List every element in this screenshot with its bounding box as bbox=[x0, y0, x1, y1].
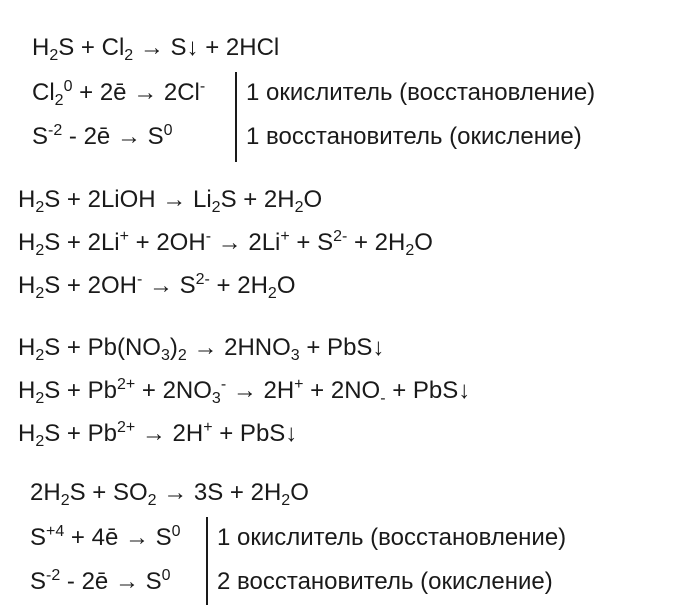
eq4-note-oxidizer: 1 окислитель (восстановление) bbox=[217, 524, 567, 551]
eq1-half-reaction-s: $S^{-2}$ - 2ē → $S^0$ bbox=[32, 122, 173, 150]
eq4-divider bbox=[206, 517, 208, 605]
eq1-note-oxidizer: 1 окислитель (восстановление) bbox=[246, 79, 596, 106]
eq3-molecular: $H_2S + Pb(NO_3)_2 \to 2HNO_3$ + PbS↓ bbox=[18, 334, 385, 364]
eq2-full-ionic: $H_2S + 2Li^+ + 2OH^- \to 2Li^+ + S^{2-} + 2H_2O$ bbox=[18, 228, 433, 259]
eq1-divider bbox=[235, 72, 237, 162]
eq2-short-ionic: $H_2S + 2OH^- \to S^{2-} + 2H_2O$ bbox=[18, 271, 296, 302]
eq3-full-ionic: $H_2S + Pb^{2+} + 2NO_3^- \to 2H^+ + 2NO_-$ + PbS↓ bbox=[18, 376, 471, 407]
eq4-main: $2H_2S + SO_2 \to 3S + 2H_2O$ bbox=[30, 479, 309, 509]
eq3-short-ionic: $H_2S + Pb^{2+} \to 2H^+$ + PbS↓ bbox=[18, 419, 298, 450]
eq2-molecular: $H_2S$ + 2LiOH → $Li_2S + 2H_2O$ bbox=[18, 186, 323, 216]
eq1-main: $H_2S + Cl_2$ → S↓ + 2HCl bbox=[32, 34, 280, 64]
eq4-half-reaction-s4: $S^{+4}$ + 4ē → $S^0$ bbox=[30, 523, 181, 551]
eq4-half-reaction-s2: $S^{-2}$ - 2ē → $S^0$ bbox=[30, 567, 171, 595]
eq4-note-reducer: 2 восстановитель (окисление) bbox=[217, 568, 553, 595]
eq1-half-reaction-cl: $Cl_2^0$ + 2ē → 2Cl- bbox=[32, 78, 206, 109]
eq1-note-reducer: 1 восстановитель (окисление) bbox=[246, 123, 582, 150]
